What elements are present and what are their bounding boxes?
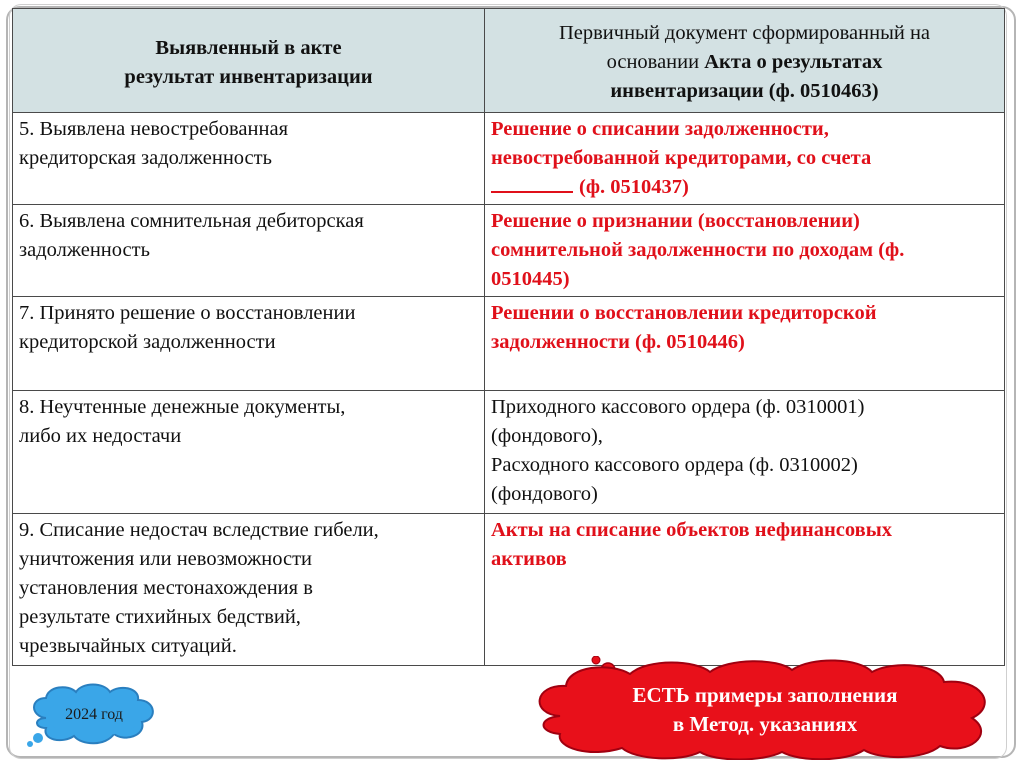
row5-left xyxy=(13,113,485,205)
row7-right-line2: задолженности (ф. 0510446) xyxy=(491,331,745,353)
row6-right xyxy=(485,205,1005,297)
row7-left-line1: 7. Принято решение о восстановлении xyxy=(19,302,356,324)
header-right-line2 xyxy=(491,48,998,77)
badge-text: 2024 год xyxy=(65,706,123,723)
year-badge xyxy=(24,682,164,748)
header-left-line1: Выявленный в акте xyxy=(155,36,342,59)
callout-line1: ЕСТЬ примеры заполнения xyxy=(632,683,898,707)
row8-right-line2: (фондового), xyxy=(491,425,603,447)
row7-right-line1: Решении о восстановлении кредиторской xyxy=(491,302,877,324)
row9-right xyxy=(485,514,1005,666)
row9-right-line1: Акты на списание объектов нефинансовых xyxy=(491,519,892,541)
table-header-row xyxy=(13,9,1005,113)
callout-text xyxy=(520,668,1010,752)
row9-left xyxy=(13,514,485,666)
row8-left xyxy=(13,391,485,514)
header-left-line2: результат инвентаризации xyxy=(124,65,373,88)
row7-left-line2: кредиторской задолженности xyxy=(19,331,276,353)
row8-left-line2: либо их недостачи xyxy=(19,425,182,447)
row8-right xyxy=(485,391,1005,514)
row6-right-line3: 0510445) xyxy=(491,268,570,290)
row6-left-line1: 6. Выявлена сомнительная дебиторская xyxy=(19,210,364,232)
row9-right-line2: активов xyxy=(491,548,567,570)
account-blank xyxy=(491,173,573,193)
row6-right-line2: сомнительной задолженности по доходам (ф. xyxy=(491,239,905,261)
row9-left-line1: 9. Списание недостач вследствие гибели, xyxy=(19,519,379,541)
row6-left xyxy=(13,205,485,297)
header-left xyxy=(13,9,485,113)
header-right-line3: инвентаризации (ф. 0510463) xyxy=(610,80,879,102)
row9-left-line2: уничтожения или невозможности xyxy=(19,548,313,570)
row7-left xyxy=(13,297,485,391)
row7-right xyxy=(485,297,1005,391)
table-row xyxy=(13,113,1005,205)
header-right xyxy=(485,9,1005,113)
row8-right-line3: Расходного кассового ордера (ф. 0310002) xyxy=(491,454,858,476)
table-row xyxy=(13,297,1005,391)
row8-right-line4: (фондового) xyxy=(491,483,598,505)
row5-right xyxy=(485,113,1005,205)
row5-left-line1: 5. Выявлена невостребованная xyxy=(19,118,288,140)
row5-left-line2: кредиторская задолженность xyxy=(19,147,272,169)
header-right-line1: Первичный документ сформированный на xyxy=(558,22,931,44)
row6-left-line2: задолженность xyxy=(19,239,150,261)
inventory-table xyxy=(12,8,1005,666)
row9-left-line4: результате стихийных бедствий, xyxy=(19,606,301,628)
header-right-line2-bold: Акта о результатах xyxy=(704,51,883,73)
table-row xyxy=(13,514,1005,666)
row5-right-line1: Решение о списании задолженности, xyxy=(491,118,829,140)
row5-right-line3 xyxy=(491,173,998,202)
row8-right-line1: Приходного кассового ордера (ф. 0310001) xyxy=(491,396,865,418)
row5-right-line3-text: (ф. 0510437) xyxy=(579,176,689,198)
table-row xyxy=(13,205,1005,297)
callout-line2: в Метод. указаниях xyxy=(672,712,858,736)
table-row xyxy=(13,391,1005,514)
header-right-line2-normal: основании xyxy=(606,51,705,73)
row9-left-line3: установления местонахождения в xyxy=(19,577,313,599)
row6-right-line1: Решение о признании (восстановлении) xyxy=(491,210,860,232)
row8-left-line1: 8. Неучтенные денежные документы, xyxy=(19,396,346,418)
row5-right-line2: невостребованной кредиторами, со счета xyxy=(491,147,872,169)
row9-left-line5: чрезвычайных ситуаций. xyxy=(19,635,237,657)
